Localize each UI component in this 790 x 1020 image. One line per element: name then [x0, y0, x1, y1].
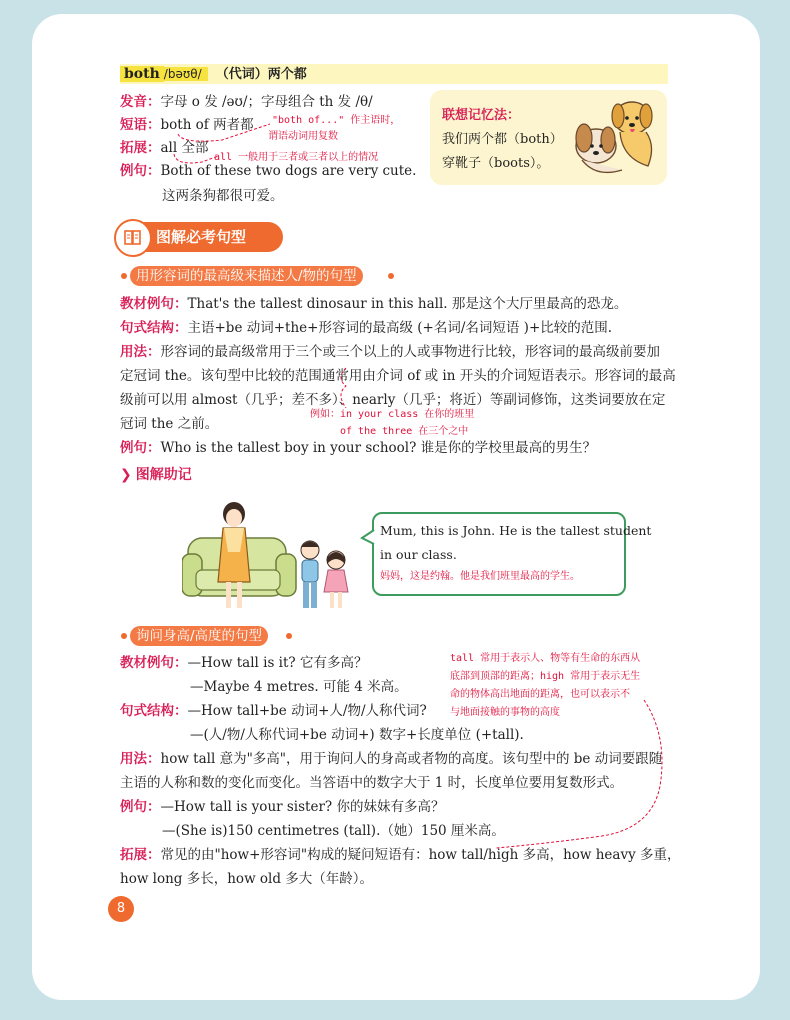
p2-example-line-1	[120, 795, 444, 819]
bullet-dot-left	[121, 273, 127, 279]
memory-title: 联想记忆法：	[442, 108, 521, 123]
phrase-text: both of 两者都	[160, 117, 254, 133]
p1-usage-label: 用法：	[120, 344, 161, 360]
p1-annotation-bracket	[332, 364, 362, 414]
pronunciation-text: 字母 o 发 /əʊ/；字母组合 th 发 /θ/	[160, 94, 373, 110]
memory-box	[430, 90, 667, 185]
p1-usage-l4: 冠词 the 之前。	[120, 416, 219, 432]
p2-textbook-label: 教材例句：	[120, 655, 188, 671]
book-icon	[114, 219, 152, 257]
phrase-label: 短语：	[120, 117, 161, 133]
p1-textbook-text: That's the tallest dinosaur in this hall. 那是这个大厅里最高的恐龙。	[187, 296, 628, 312]
phrase-note-1: "both of..." 作主语时，	[272, 115, 401, 126]
family-illustration	[182, 492, 372, 614]
p2-textbook-text-1: —How tall is it? 它有多高？	[187, 655, 368, 671]
extend-note: all 一般用于三者或三者以上的情况	[214, 152, 379, 163]
p1-structure-line	[120, 316, 612, 340]
p1-example-label: 例句：	[120, 440, 161, 456]
example-cn: 这两条狗都很可爱。	[162, 188, 284, 204]
section-title: 图解必考句型	[156, 228, 247, 246]
p1-example-line	[120, 436, 596, 460]
p1-note-1: 例如：in your class 在你的班里	[310, 409, 475, 420]
headword: both	[120, 66, 164, 82]
p2-note-3: 命的物体高出地面的距离，也可以表示不	[450, 689, 630, 700]
annotation-lines	[172, 114, 282, 174]
p2-note-1: tall 常用于表示人、物等有生命的东西从	[450, 653, 641, 664]
p2-usage-l1	[120, 747, 662, 771]
example-label: 例句：	[120, 163, 161, 179]
p2-usage-text-1: how tall 意为"多高"，用于询问人的身高或者物的高度。该句型中的 be 动词要跟随	[160, 751, 663, 767]
pattern1-title: 用形容词的最高级来描述人/物的句型	[130, 266, 363, 286]
p2-structure-label: 句式结构：	[120, 703, 188, 719]
phrase-note-2: 谓语动词用复数	[268, 131, 338, 142]
bubble-line-2: in our class.	[380, 547, 457, 562]
p2-structure-line-2: —(人/物/人称代词+be 动词+) 数字+长度单位 (+tall).	[190, 727, 524, 743]
p1-usage-l2: 定冠词 the。该句型中比较的范围通常用由介词 of 或 in 开头的介词短语表示。形容词的最高	[120, 368, 676, 384]
bubble-line-1: Mum, this is John. He is the tallest student	[380, 523, 652, 538]
p2-extend-label: 拓展：	[120, 847, 161, 863]
p1-textbook-label: 教材例句：	[120, 296, 188, 312]
p2-extend-l2: how long 多长，how old 多大（年龄）。	[120, 871, 374, 887]
p2-textbook-line-2: —Maybe 4 metres. 可能 4 米高。	[190, 679, 408, 695]
p2-structure-line-1	[120, 699, 427, 723]
p2-example-label: 例句：	[120, 799, 161, 815]
p2-structure-text-1: —How tall+be 动词+人/物/人称代词?	[187, 703, 427, 719]
p1-structure-text: 主语+be 动词+the+形容词的最高级 (+名词/名词短语 )+比较的范围.	[187, 320, 613, 336]
part-of-speech: （代词）两个都	[215, 67, 307, 82]
p2-textbook-line-1	[120, 651, 367, 675]
bullet-dot-left-2	[121, 633, 127, 639]
p1-usage-l1	[120, 340, 660, 364]
p1-example-text: Who is the tallest boy in your school? 谁是你的学校里最高的男生？	[160, 440, 597, 456]
p1-structure-label: 句式结构：	[120, 320, 188, 336]
bullet-dot-right-2	[286, 633, 292, 639]
speech-bubble	[372, 512, 652, 596]
p2-usage-l2: 主语的人称和数的变化而变化。当答语中的数字大于 1 时，长度单位要用复数形式。	[120, 775, 624, 791]
p2-usage-label: 用法：	[120, 751, 161, 767]
pronunciation-label: 发音：	[120, 94, 161, 110]
memory-line-1: 我们两个都（both）	[442, 132, 563, 147]
pattern2-title: 询问身高/高度的句型	[130, 626, 268, 646]
p1-textbook-line	[120, 292, 627, 316]
bubble-cn: 妈妈，这是约翰。他是我们班里最高的学生。	[380, 571, 580, 582]
chevron-right-icon: ❯	[120, 467, 132, 483]
example-en: Both of these two dogs are very cute.	[160, 163, 417, 179]
page-number: 8	[108, 896, 134, 922]
p2-example-text-1: —How tall is your sister? 你的妹妹有多高？	[160, 799, 445, 815]
pronunciation-line	[120, 90, 373, 114]
bullet-dot-right	[388, 273, 394, 279]
extend-label: 拓展：	[120, 140, 161, 156]
word-header	[120, 64, 307, 84]
memory-line-2: 穿靴子（boots）。	[442, 156, 550, 171]
p2-extend-l1	[120, 843, 681, 867]
page	[32, 14, 760, 1000]
p1-usage-l3: 级前可以用 almost（几乎；差不多）、nearly（几乎；将近）等副词修饰，这类词要放在定	[120, 392, 666, 408]
bubble-tail	[360, 528, 376, 548]
p1-usage-text-1: 形容词的最高级常用于三个或三个以上的人或事物进行比较，形容词的最高级前要加	[160, 344, 660, 360]
illus-label-text: 图解助记	[135, 467, 192, 483]
p2-example-line-2: —(She is)150 centimetres (tall).（她）150 厘米高。	[162, 823, 505, 839]
p2-note-4: 与地面接触的事物的高度	[450, 707, 560, 718]
phonetic: /bəʊθ/	[164, 67, 208, 81]
p2-extend-text-1: 常见的由"how+形容词"构成的疑问短语有：how tall/high 多高，how heavy 多重，	[160, 847, 681, 863]
extend-text: all 全部	[160, 140, 209, 156]
section-header	[118, 222, 283, 252]
illus-label	[120, 464, 192, 484]
p2-note-2: 底部到顶部的距离；high 常用于表示无生	[450, 671, 641, 682]
dogs-illustration	[562, 94, 662, 182]
p1-note-2: of the three 在三个之中	[340, 426, 469, 437]
